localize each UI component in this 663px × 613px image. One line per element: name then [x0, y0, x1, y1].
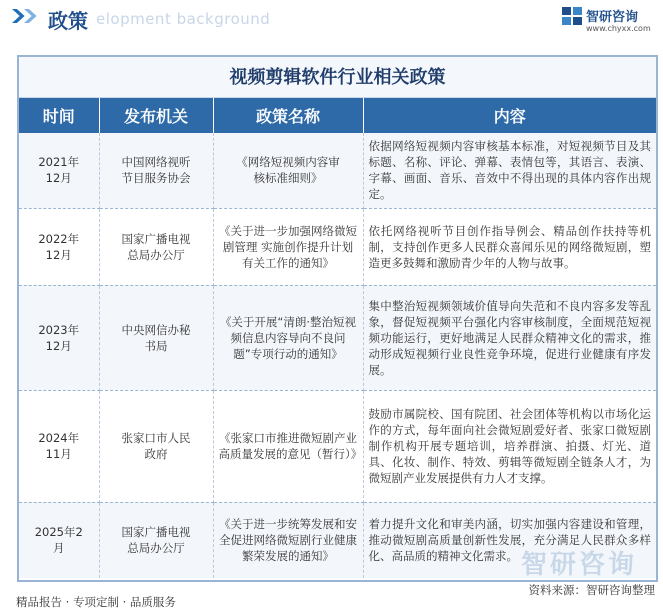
column-header-agency: 发布机关 [99, 98, 213, 133]
brand-url: www.chyxx.com [586, 24, 651, 33]
cell-content: 着力提升文化和审美内涵，切实加强内容建设和管理，推动微短剧高质量创新性发展，充分满足人民群众多样化、高品质的精神文化需求。 [363, 502, 656, 578]
cell-time: 2025年2 月 [19, 502, 99, 578]
cell-time: 2022年 12月 [19, 208, 99, 285]
table-row [19, 285, 656, 390]
section-title: 政策 [48, 9, 88, 33]
brand-logo-icon [562, 7, 582, 25]
column-header-policy: 政策名称 [213, 98, 363, 133]
cell-agency: 国家广播电视 总局办公厅 [99, 208, 213, 285]
cell-content: 鼓励市属院校、国有院团、社会团体等机构以市场化运作的方式，每年面向社会微短剧爱好者、张家口微短剧制作机构开展专题培训，培养群演、拍摄、灯光、道具、化妆、制作、特效、剪辑等微短剧全链条人才，为微短剧产业发展提供有力人才支撑。 [363, 390, 656, 502]
chevron-right-icon [12, 9, 26, 23]
cell-policy: 《关于进一步统筹发展和安全促进网络微短剧行业健康繁荣发展的通知》 [213, 502, 363, 578]
column-header-content: 内容 [363, 98, 656, 133]
cell-time: 2021年 12月 [19, 133, 99, 208]
cell-agency: 张家口市人民 政府 [99, 390, 213, 502]
cell-agency: 中央网信办秘 书局 [99, 285, 213, 390]
chevron-right-icon [24, 9, 38, 23]
cell-policy: 《关于开展“清朗·整治短视频信息内容导向不良问题”专项行动的通知》 [213, 285, 363, 390]
page-footer [0, 550, 663, 613]
table-row [19, 133, 656, 208]
column-header-time: 时间 [19, 98, 99, 133]
policy-table [19, 98, 656, 578]
table-caption: 视频剪辑软件行业相关政策 [19, 57, 656, 98]
cell-agency: 国家广播电视 总局办公厅 [99, 502, 213, 578]
brand-watermark: 智研咨询 [520, 550, 637, 580]
brand-name: 智研咨询 [586, 10, 639, 25]
cell-policy: 《关于进一步加强网络微短剧管理 实施创作提升计划有关工作的通知》 [213, 208, 363, 285]
cell-content: 依据网络短视频内容审核基本标准，对短视频节目及其标题、名称、评论、弹幕、表情包等，其语言、表演、字幕、画面、音乐、音效中不得出现的具体内容作出规定。 [363, 133, 656, 208]
cell-policy: 《网络短视频内容审 核标准细则》 [213, 133, 363, 208]
cell-time: 2023年 12月 [19, 285, 99, 390]
page-header [0, 0, 663, 36]
table-header-row [19, 98, 656, 133]
cell-time: 2024年 11月 [19, 390, 99, 502]
data-source-note: 资料来源：智研咨询整理 [528, 583, 655, 597]
background-watermark-text: elopment background [96, 10, 271, 28]
cell-policy: 《张家口市推进微短剧产业高质量发展的意见（暂行）》 [213, 390, 363, 502]
policy-table-frame [17, 55, 658, 582]
footer-slogan: 精品报告 · 专项定制 · 品质服务 [16, 595, 176, 609]
cell-content: 依托网络视听节目创作指导例会、精品创作扶持等机制，支持创作更多人民群众喜闻乐见的网络微短剧，塑造更多鼓舞和激励青少年的人物与故事。 [363, 208, 656, 285]
cell-content: 集中整治短视频领域价值导向失范和不良内容多发等乱象，督促短视频平台强化内容审核制度，全面规范短视频功能运行，更好地满足人民群众精神文化的需求，推动形成短视频行业良性竞争环境，促进行业健康有序发展。 [363, 285, 656, 390]
table-row [19, 208, 656, 285]
table-row [19, 390, 656, 502]
cell-agency: 中国网络视听 节目服务协会 [99, 133, 213, 208]
